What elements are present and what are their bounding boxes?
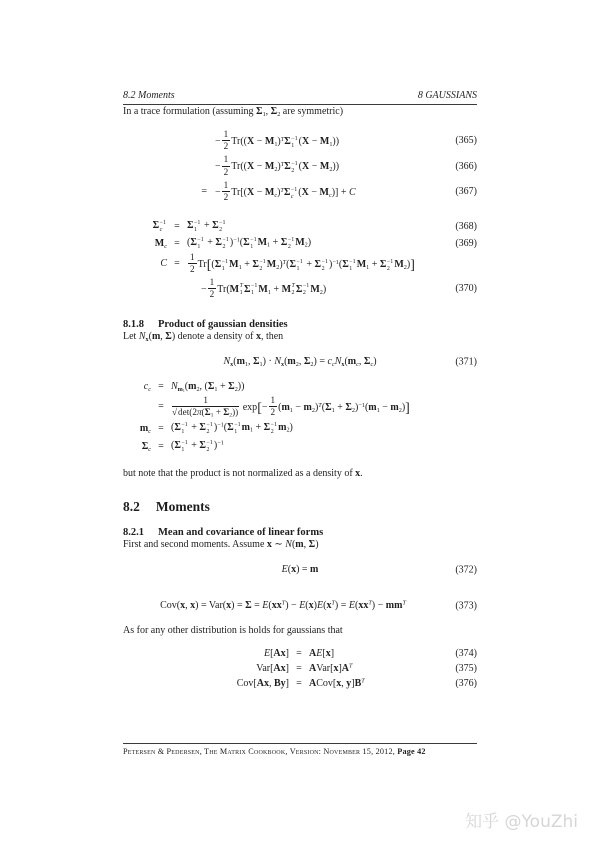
- equals-sign: =: [158, 401, 164, 413]
- equals-sign: =: [296, 663, 302, 675]
- equation-number-373: (373): [455, 600, 477, 612]
- equals-sign: =: [174, 237, 180, 249]
- running-header-section: 8.2 Moments: [123, 90, 175, 101]
- let-paragraph: Let $N_x(m$, Σ) denote a density of x, then: [123, 331, 284, 343]
- watermark: 知乎 @YouZhi: [465, 812, 578, 832]
- section-title: Moments: [155, 499, 210, 515]
- mc-lhs: $m_c$: [139, 422, 151, 435]
- section-heading-82: [123, 499, 477, 515]
- equation-number-369: (369): [455, 237, 477, 249]
- equation-block-combined: [123, 219, 477, 299]
- subsection-number: 8.2.1: [123, 527, 144, 539]
- footer-line: [123, 747, 477, 756]
- running-header: [123, 90, 477, 101]
- equation-number-367: (367): [455, 186, 477, 198]
- equation-number-376: (376): [455, 678, 477, 690]
- equation-number-368: (368): [455, 220, 477, 232]
- equation-374-lhs: E[Ax]: [263, 648, 289, 660]
- equation-number-365: (365): [455, 135, 477, 147]
- equals-sign: =: [158, 422, 164, 434]
- moments-paragraph: First and second moments. Assume x ∼ N(m, Σ): [123, 539, 319, 551]
- equals-sign: =: [174, 220, 180, 232]
- equation-370-rhs-line2: − $\frac{1}{2}$ Tr(M T 1 Σ −1 1 $M_1 + M$ T 2 Σ −1 2 $M_2$): [201, 276, 327, 299]
- intro-paragraph: In a trace formulation (assuming $\Sigma_1$, $\Sigma_2$ are symmetric): [123, 106, 344, 118]
- equation-369-lhs: $M_c$: [154, 237, 167, 250]
- equation-number-366: (366): [455, 160, 477, 172]
- running-header-chapter: 8 GAUSSIANS: [417, 90, 477, 101]
- equation-number-370: (370): [455, 282, 477, 294]
- equation-370-rhs-line1: $\frac{1}{2}$ Tr[(Σ −1 1 $M_1 + \Sigma$ −1 2 $M_2)^T(\Sigma$ −1 1 + Σ −1 2 )$^{-1}$(Σ −1 1 $M_1 + \Sigma$ −1 2 $M_2$)]: [190, 252, 415, 275]
- cc-rhs-line2: $\frac{1}{√\det(2\pi(\Sigma_1 + \Sigma_2))}$ exp[− $\frac{1}{2}$ $(m_1 - m_2)^T(\Sigma_1 + \Sigma_2)^{-1}(m_1 - m_2)$]: [172, 395, 410, 419]
- equation-374-rhs: AE[x]: [309, 648, 335, 660]
- equation-375-rhs: $AVar[x]A^T$: [309, 663, 353, 675]
- equation-number-371: (371): [455, 356, 477, 368]
- equation-row-366: [123, 155, 477, 176]
- equation-370-lhs: C: [160, 258, 167, 270]
- distribution-paragraph: As for any other distribution is holds for gaussians that: [123, 625, 343, 637]
- section-number: 8.2: [123, 499, 140, 515]
- equation-row-371: [123, 356, 477, 367]
- equation-prefix: =: [201, 186, 207, 198]
- footer-citation: Petersen & Pedersen, The Matrix Cookbook, Version: November 15, 2012,: [123, 747, 398, 756]
- equation-368-lhs: Σ −1 c: [152, 219, 166, 233]
- equation-row-367: [123, 181, 477, 202]
- equation-371: $N_x(m_1$, $\Sigma_1) \cdot N_x(m_2$, $\Sigma_2) = c_cN_x(m_c$, $\Sigma_c$): [223, 356, 377, 368]
- equation-369-rhs: (Σ −1 1 + Σ −1 2 )$^{-1}$(Σ −1 1 $M_1 + \Sigma$ −1 2 $M_2$): [187, 236, 312, 250]
- equation-367: − $\frac{1}{2}$ $Tr[(X - M_c)^T\Sigma$ −1 c $(X - M_c)] + C$: [215, 179, 356, 203]
- equation-376-rhs: ACov[x, $y]B^T$: [309, 678, 365, 690]
- equation-row-373: [123, 600, 477, 611]
- equation-number-375: (375): [455, 663, 477, 675]
- cc-rhs-line1: $N_{m_1}(m_2$, $(\Sigma_1 + \Sigma_2)$): [171, 381, 245, 394]
- equation-row-372: [123, 564, 477, 575]
- equals-sign: =: [296, 648, 302, 660]
- subsection-heading-821: [123, 527, 477, 538]
- subsection-title: Product of gaussian densities: [158, 319, 288, 331]
- equation-block-trace: [123, 130, 477, 202]
- equation-number-372: (372): [455, 564, 477, 576]
- note-paragraph: but note that the product is not normalized as a density of x.: [123, 468, 363, 480]
- equation-373: Cov(x, $x) = Var(x) = \Sigma = E(xx^T) - E(x)E(x^T) = E(xx^T) - mm^T$: [160, 600, 406, 612]
- sigmac-rhs: (Σ −1 1 + Σ −1 2 )$^{-1}$: [171, 439, 224, 453]
- sigmac-lhs: $\Sigma_c$: [141, 440, 151, 453]
- equation-366: − $\frac{1}{2}$ $Tr((X - M_2)^T\Sigma$ −1 2 $(X - M_2)$): [215, 154, 340, 177]
- equals-sign: =: [158, 381, 164, 393]
- page-content: [123, 0, 477, 689]
- equation-row-365: [123, 130, 477, 151]
- equation-368-rhs: Σ −1 1 + Σ −1 2: [187, 219, 226, 233]
- equals-sign: =: [158, 440, 164, 452]
- mc-rhs: (Σ −1 1 + Σ −1 2 )$^{-1}$(Σ −1 1 $m_1 + \Sigma$ −1 2 $m_2$): [171, 421, 293, 435]
- equals-sign: =: [296, 678, 302, 690]
- subsection-title: Mean and covariance of linear forms: [158, 527, 324, 539]
- equation-375-lhs: Var[Ax]: [256, 663, 289, 675]
- cc-lhs: $c_c$: [143, 381, 151, 393]
- equation-372: E(x) = m: [281, 564, 319, 576]
- equation-376-lhs: Cov[Ax, By]: [236, 678, 289, 690]
- equation-number-374: (374): [455, 648, 477, 660]
- page-footer: [123, 743, 477, 756]
- equation-365: − $\frac{1}{2}$ $Tr((X - M_1)^T\Sigma$ −1 1 $(X - M_1)$): [215, 129, 340, 152]
- equation-block-linear-forms: [123, 648, 477, 689]
- footer-rule: [123, 743, 477, 744]
- subsection-heading-818: [123, 319, 477, 330]
- equals-sign: =: [174, 258, 180, 270]
- footer-page-number: Page 42: [397, 747, 426, 756]
- subsection-number: 8.1.8: [123, 319, 144, 331]
- equation-block-cc: [123, 381, 477, 453]
